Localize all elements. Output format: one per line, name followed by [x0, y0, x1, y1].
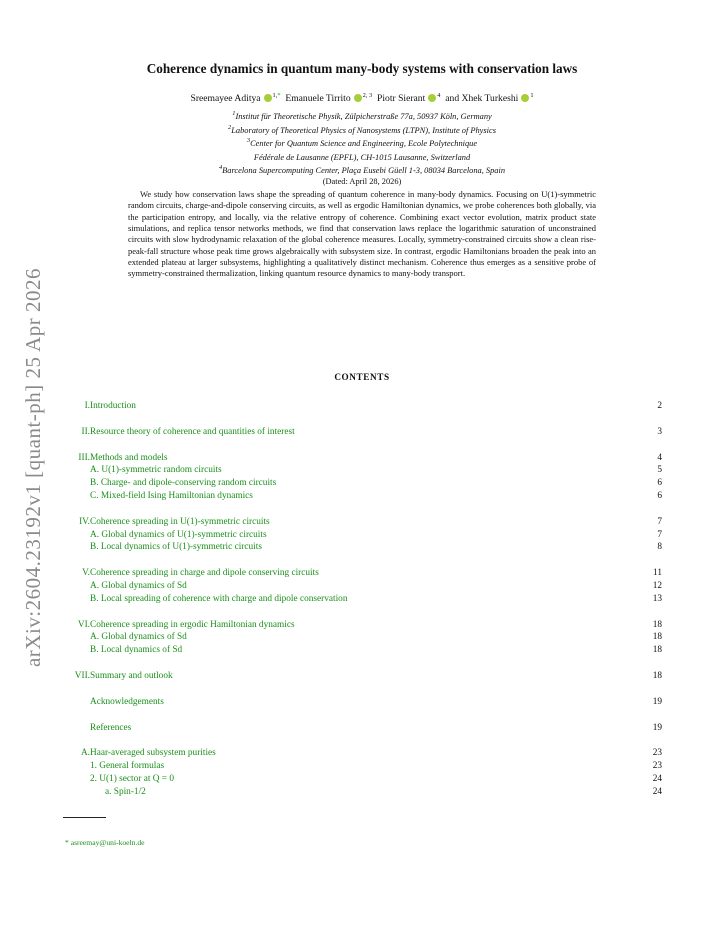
toc-entry-page: 24 [652, 773, 662, 784]
toc-entry-page: 4 [657, 452, 662, 463]
toc-entry-link[interactable]: a. Spin-1/2 [105, 786, 146, 797]
arxiv-stamp [20, 247, 48, 687]
toc-entry[interactable] [60, 670, 662, 683]
toc-entry-page: 18 [652, 632, 662, 643]
toc-entry-link[interactable]: Coherence spreading in U(1)-symmetric circuits [90, 516, 270, 527]
toc-entry-page: 5 [657, 465, 662, 476]
toc-entry[interactable] [60, 541, 662, 554]
toc-entry[interactable] [60, 400, 662, 413]
author-name: Piotr Sierant [377, 93, 426, 105]
toc-entry-link[interactable]: 2. U(1) sector at Q = 0 [90, 773, 174, 784]
author-affil-sup: 4 [437, 92, 441, 99]
orcid-icon[interactable] [428, 94, 436, 102]
author-affil-sup: 2, 3 [362, 92, 373, 99]
orcid-icon[interactable] [264, 94, 272, 102]
footnote-rule [63, 817, 106, 818]
author-affil-sup: 1 [530, 92, 534, 99]
toc-entry-number: A. [80, 748, 90, 759]
toc-entry-number: III. [78, 452, 90, 463]
affiliation-text: Barcelona Supercomputing Center, Plaça Eusebi Güell 1-3, 08034 Barcelona, Spain [222, 165, 506, 175]
toc-entry-link[interactable]: C. Mixed-field Ising Hamiltonian dynamics [90, 490, 253, 501]
toc-entry-page: 11 [653, 568, 662, 579]
affiliation-line [60, 123, 664, 137]
toc-entry-number: V. [82, 568, 90, 579]
toc-entry-number: I. [84, 401, 90, 411]
toc-entry-page: 2 [657, 401, 662, 411]
affiliation-text: Institut für Theoretische Physik, Zülpicherstraße 77a, 50937 Köln, Germany [235, 111, 492, 121]
toc-entry-number: IV. [79, 516, 90, 527]
toc-entry-page: 6 [657, 478, 662, 489]
toc-entry-page: 18 [652, 645, 662, 656]
toc-entry-page: 7 [657, 529, 662, 540]
toc-entry-link[interactable]: B. Local dynamics of Sd [90, 645, 183, 656]
toc-entry-page: 23 [652, 761, 662, 772]
toc-entry-link[interactable]: A. Global dynamics of U(1)-symmetric circuits [90, 529, 267, 540]
toc-entry[interactable] [60, 464, 662, 477]
affiliations [60, 109, 664, 187]
corresponding-star[interactable]: * [277, 92, 281, 99]
toc-entry[interactable] [60, 760, 662, 773]
toc-entry[interactable] [60, 747, 662, 760]
author-name: Emanuele Tirrito [285, 93, 351, 105]
toc-entry-link[interactable]: Coherence spreading in ergodic Hamiltonian dynamics [90, 619, 295, 630]
author-name: Sreemayee Aditya [190, 93, 261, 105]
toc-entry-link[interactable]: Summary and outlook [90, 670, 173, 681]
affiliation-line [60, 163, 664, 177]
affiliation-sup: 1 [232, 110, 236, 117]
dated-line: (Dated: April 28, 2026) [322, 176, 402, 186]
toc-entry[interactable] [60, 631, 662, 644]
toc-entry-link[interactable]: B. Local dynamics of U(1)-symmetric circuits [90, 542, 262, 553]
toc-entry-page: 13 [652, 593, 662, 604]
table-of-contents [60, 400, 662, 799]
author-name: Xhek Turkeshi [461, 93, 519, 105]
toc-entry[interactable] [60, 490, 662, 503]
affiliation-sup: 3 [246, 137, 251, 144]
affiliation-line [60, 136, 664, 150]
toc-entry[interactable] [60, 529, 662, 542]
toc-entry-page: 8 [657, 542, 662, 553]
toc-entry-page: 12 [652, 580, 662, 591]
toc-entry-link[interactable]: Acknowledgements [90, 696, 164, 707]
toc-entry[interactable] [60, 786, 662, 799]
toc-entry-page: 23 [652, 748, 662, 759]
affiliation-line [60, 109, 664, 123]
toc-entry[interactable] [60, 593, 662, 606]
toc-entry[interactable] [60, 619, 662, 632]
toc-entry[interactable] [60, 773, 662, 786]
toc-entry[interactable] [60, 696, 662, 709]
toc-entry[interactable] [60, 516, 662, 529]
orcid-icon[interactable] [521, 94, 529, 102]
affiliation-text: Laboratory of Theoretical Physics of Nanosystems (LTPN), Institute of Physics [231, 125, 496, 135]
toc-entry-link[interactable]: Methods and models [90, 452, 168, 463]
toc-entry-link[interactable]: A. Global dynamics of Sd [90, 632, 187, 643]
toc-entry[interactable] [60, 567, 662, 580]
toc-entry[interactable] [60, 452, 662, 465]
author-affil-sup: 1, [272, 92, 278, 99]
toc-entry[interactable] [60, 426, 662, 439]
affiliation-text: Center for Quantum Science and Engineering, Ecole Polytechnique [250, 138, 478, 148]
toc-entry-number: VI. [77, 619, 90, 630]
toc-entry-link[interactable]: References [90, 722, 132, 733]
toc-entry-link[interactable]: Introduction [90, 401, 136, 411]
toc-entry-link[interactable]: Haar-averaged subsystem purities [90, 748, 216, 759]
author-joiner: and [445, 93, 460, 105]
toc-entry[interactable] [60, 722, 662, 735]
toc-entry-page: 18 [652, 619, 662, 630]
paper-title: Coherence dynamics in quantum many-body systems with conservation laws [146, 61, 578, 76]
toc-entry-link[interactable]: Resource theory of coherence and quantities of interest [90, 426, 295, 437]
toc-entry-page: 19 [652, 722, 662, 733]
affiliation-sup: 2 [228, 123, 232, 131]
toc-entry-page: 24 [652, 786, 662, 797]
toc-entry[interactable] [60, 477, 662, 490]
arxiv-identifier: arXiv:2604.23192v1 [quant-ph] 25 Apr 2026 [21, 267, 46, 667]
abstract: We study how conservation laws shape the spreading of quantum coherence in many-body dynamics. Focusing on U(1)-symmetric random circuits, charge-and-dipole conserving circuits, as well as ergodic Hamiltonian dynamics, we probe coherences both globally, via the participation entropy, and locally, via the relative entropy of coherence. Combining exact vector evolution, matrix product state simulations, and replica tensor networks methods, we find that conservation laws replace the logarithmic saturation of unconstrained circuits with slow hydrodynamic relaxation of the global coherence measures. Locally, symmetry-constrained circuits show a clean rise-peak-fall structure whose peak time grows algebraically with subsystem size. In contrast, ergodic Hamiltonians broaden the peak into an extended plateau at larger subsystems, highlighting a qualitatively distinct mechanism. Coherence thus emerges as a sensitive probe of symmetry-constrained thermalization, linking quantum resource dynamics to many-body transport. [128, 189, 596, 279]
toc-entry-number: II. [81, 426, 90, 437]
toc-entry[interactable] [60, 580, 662, 593]
affiliation-line [60, 150, 664, 164]
toc-entry-page: 18 [652, 670, 662, 681]
toc-entry-link[interactable]: B. Local spreading of coherence with charge and dipole conservation [90, 593, 348, 604]
toc-entry-number: VII. [74, 670, 90, 681]
toc-entry-link[interactable]: 1. General formulas [90, 761, 165, 772]
toc-entry-page: 3 [657, 426, 662, 437]
orcid-icon[interactable] [354, 94, 362, 102]
affiliation-sup: 4 [218, 164, 223, 171]
toc-entry-page: 19 [652, 696, 662, 707]
toc-entry-link[interactable]: B. Charge- and dipole-conserving random circuits [90, 478, 277, 489]
contents-heading: CONTENTS [334, 372, 390, 382]
toc-entry-page: 6 [657, 490, 662, 501]
toc-entry-link[interactable]: Coherence spreading in charge and dipole conserving circuits [90, 568, 319, 579]
toc-entry-link[interactable]: A. Global dynamics of Sd [90, 580, 187, 591]
author-list [60, 92, 664, 104]
toc-entry[interactable] [60, 644, 662, 657]
footnote-email[interactable]: * asreemay@uni-koeln.de [65, 838, 145, 847]
toc-entry-page: 7 [657, 516, 662, 527]
toc-entry-link[interactable]: A. U(1)-symmetric random circuits [90, 465, 222, 476]
affiliation-text: Fédérale de Lausanne (EPFL), CH-1015 Lausanne, Switzerland [253, 152, 471, 162]
